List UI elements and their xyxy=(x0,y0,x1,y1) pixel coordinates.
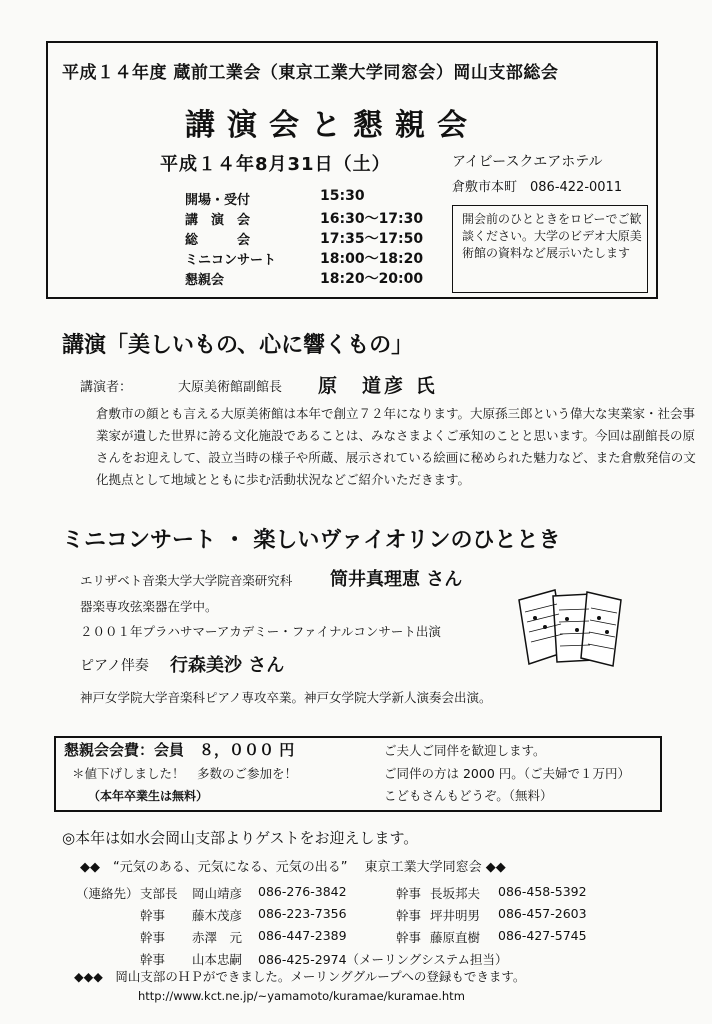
fee-spouse: ご夫人ご同伴を歓迎します。 xyxy=(384,743,546,758)
schedule-label: 講 演 会 xyxy=(185,213,251,228)
homepage-note: ◆◆◆ 岡山支部のＨＰができました。メーリンググループへの登録もできます。 xyxy=(74,969,526,984)
fee-children: こどもさんもどうぞ。（無料） xyxy=(384,788,553,803)
pianist-name: 行森美沙 さん xyxy=(170,655,285,676)
contact-role: 幹事 xyxy=(140,908,166,923)
guest-line: ◎本年は如水会岡山支部よりゲストをお迎えします。 xyxy=(62,829,419,847)
event-title: 平成１４年度 蔵前工業会（東京工業大学同窓会）岡山支部総会 xyxy=(62,63,559,83)
fee-title: 懇親会会費：会員 ８，０００ 円 xyxy=(64,741,295,759)
homepage-url[interactable]: http://www.kct.ne.jp/~yamamoto/kuramae/kuramae.htm xyxy=(138,989,465,1003)
concert-heading: ミニコンサート ・ 楽しいヴァイオリンのひととき xyxy=(62,528,561,553)
violinist-bio: ２００１年プラハサマーアカデミー・ファイナルコンサート出演 xyxy=(80,624,441,639)
contact-tel: 086-427-5745 xyxy=(498,928,587,943)
contact-role: 幹事 xyxy=(396,908,422,923)
schedule-time: 15:30 xyxy=(320,188,365,204)
contact-tel: 086-276-3842 xyxy=(258,884,347,899)
contact-role: 幹事 xyxy=(396,886,422,901)
sheet-music-icon xyxy=(515,582,635,674)
schedule-label: ミニコンサート xyxy=(185,253,277,268)
contact-name: 坪井明男 xyxy=(430,908,481,923)
fee-students: （本年卒業生は無料） xyxy=(88,789,209,803)
event-date: 平成１４年8月31日（土） xyxy=(160,154,391,175)
contact-role: 幹事 xyxy=(140,930,166,945)
slogan-line: ◆◆ “元気のある、元気になる、元気の出る” 東京工業大学同窓会 ◆◆ xyxy=(80,860,506,875)
speaker-label: 講演者： xyxy=(80,380,133,395)
schedule-label: 懇親会 xyxy=(185,273,225,288)
schedule-time: 18:00〜18:20 xyxy=(320,251,424,267)
schedule-label: 開場・受付 xyxy=(185,193,251,208)
pianist-bio: 神戸女学院大学音楽科ピアノ専攻卒業。神戸女学院大学新人演奏会出演。 xyxy=(80,690,492,705)
violinist-name: 筒井真理恵 さん xyxy=(330,569,463,590)
contact-tel: 086-447-2389 xyxy=(258,928,347,943)
violinist-bio: 器楽専攻弦楽器在学中。 xyxy=(80,599,218,614)
schedule-label: 総 会 xyxy=(185,233,251,248)
contact-name: 長坂邦夫 xyxy=(430,886,481,901)
contact-role: 幹事 xyxy=(396,930,422,945)
contact-name: 岡山靖彦 xyxy=(192,886,243,901)
speaker-title: 大原美術館副館長 xyxy=(178,380,283,395)
contact-name: 山本忠嗣 xyxy=(192,952,243,967)
venue-address: 倉敷市本町 086-422-0011 xyxy=(452,180,623,195)
schedule-time: 16:30〜17:30 xyxy=(320,211,424,227)
note-text: 開会前のひとときをロビーでご歓談ください。大学のビデオ大原美術館の資料など展示いたします xyxy=(462,212,642,260)
contact-tel: 086-457-2603 xyxy=(498,906,587,921)
schedule-time: 18:20〜20:00 xyxy=(320,271,424,287)
contact-name: 藤木茂彦 xyxy=(192,908,243,923)
venue-name: アイビースクエアホテル xyxy=(452,154,603,170)
contact-role: 幹事 xyxy=(140,952,166,967)
contact-name: 赤澤 元 xyxy=(192,930,243,945)
contact-tel: 086-458-5392 xyxy=(498,884,587,899)
lecture-heading: 講演「美しいもの、心に響くもの」 xyxy=(62,333,414,358)
fee-note: ＊値下げしました！ 多数のご参加を！ xyxy=(72,766,298,781)
contact-role: 支部長 xyxy=(140,886,178,901)
piano-label: ピアノ伴奏 xyxy=(80,658,149,674)
contact-tel: 086-425-2974（メーリングシステム担当） xyxy=(258,952,508,967)
violinist-affiliation: エリザベト音楽大学大学院音楽研究科 xyxy=(80,573,293,588)
lecture-description: 倉敷市の顔とも言える大原美術館は本年で創立７２年になります。大原孫三郎という偉大な実業家・社会事業家が遺した世界に誇る文化施設であることは、みなさまよくご承知のことと思います。今回は副館長の原さんをお迎えして、設立当時の様子や所蔵、展示されている絵画に秘められた魅力など、また倉敷発信の文化拠点として地域とともに歩む活動状況などご紹介いただきます。 xyxy=(96,406,696,487)
speaker-name: 原 道彦 氏 xyxy=(318,375,438,397)
schedule-time: 17:35〜17:50 xyxy=(320,231,424,247)
contact-name: 藤原直樹 xyxy=(430,930,481,945)
main-title: 講演会と懇親会 xyxy=(185,108,479,143)
contact-tel: 086-223-7356 xyxy=(258,906,347,921)
contact-prefix: （連絡先） xyxy=(76,886,139,901)
fee-companion: ご同伴の方は 2000 円。（ご夫婦で１万円） xyxy=(384,766,631,781)
